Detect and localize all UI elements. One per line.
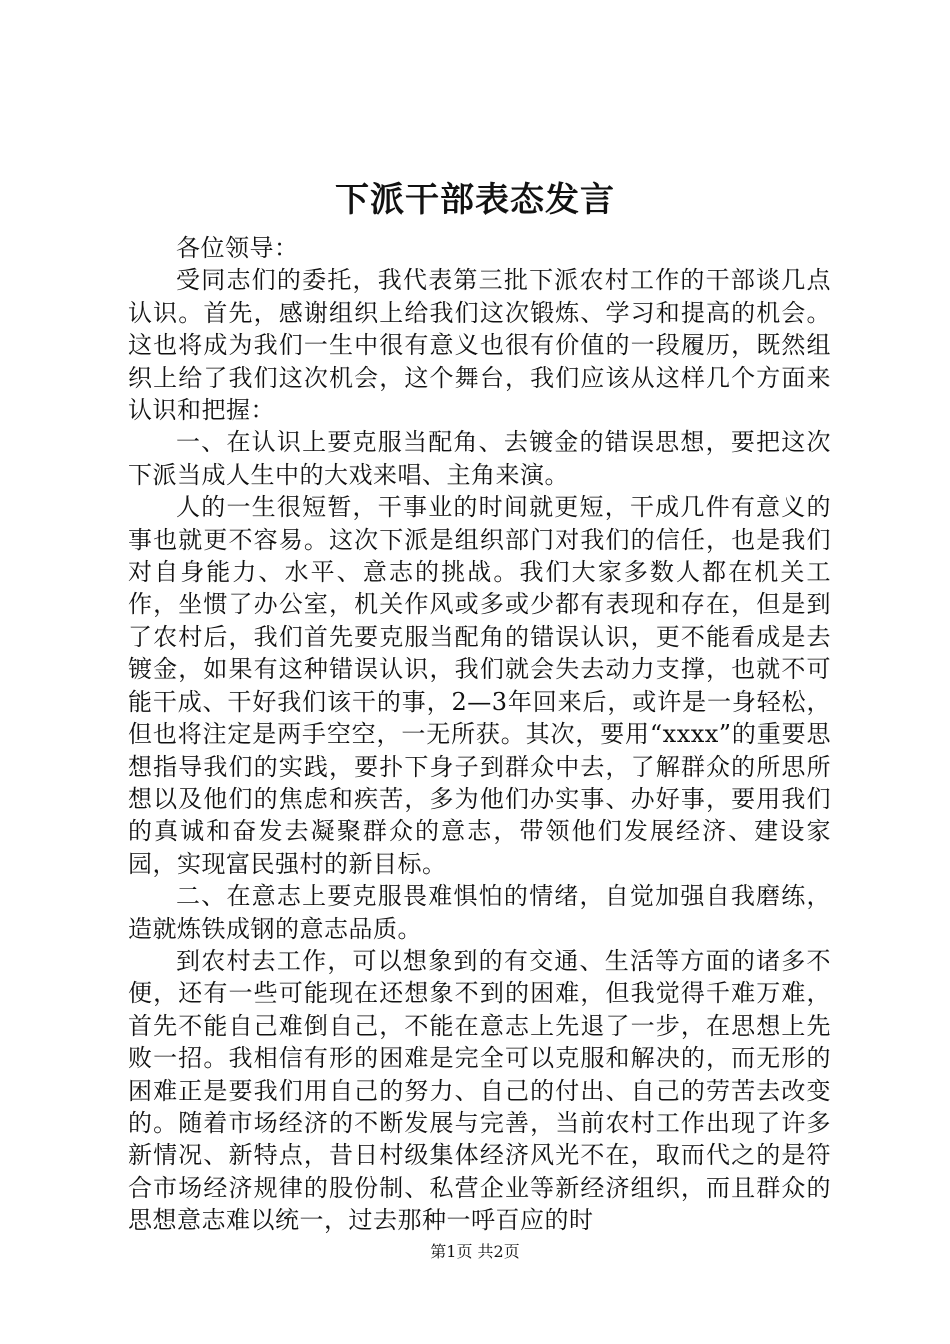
paragraph: 到农村去工作，可以想象到的有交通、生活等方面的诸多不便，还有一些可能现在还想象不到的困难，但我觉得千难万难，首先不能自己难倒自己，不能在意志上先退了一步，在思想上先败一招。我相信有形的困难是完全可以克服和解决的，而无形的困难正是要我们用自己的努力、自己的付出、自己的劳苦去改变的。随着市场经济的不断发展与完善，当前农村工作出现了许多新情况、新特点，昔日村级集体经济风光不在，取而代之的是符合市场经济规律的股份制、私营企业等新经济组织，而且群众的思想意志难以统一，过去那种一呼百应的时: [128, 946, 831, 1235]
page-number-footer: 第1页 共2页: [430, 1242, 520, 1261]
paragraph: 一、在认识上要克服当配角、去镀金的错误思想，要把这次下派当成人生中的大戏来唱、主角来演。: [128, 428, 831, 489]
paragraph: 人的一生很短暂，干事业的时间就更短，干成几件有意义的事也就更不容易。这次下派是组织部门对我们的信任，也是我们对自身能力、水平、意志的挑战。我们大家多数人都在机关工作，坐惯了办公室，机关作风或多或少都有表现和存在，但是到了农村后，我们首先要克服当配角的错误认识，更不能看成是去镀金，如果有这种错误认识，我们就会失去动力支撑，也就不可能干成、干好我们该干的事，2—3年回来后，或许是一身轻松，但也将注定是两手空空，一无所获。其次，要用“xxxx”的重要思想指导我们的实践，要扑下身子到群众中去，了解群众的所思所想以及他们的焦虑和疾苦，多为他们办实事、办好事，要用我们的真诚和奋发去凝聚群众的意志，带领他们发展经济、建设家园，实现富民强村的新目标。: [128, 493, 831, 878]
document-title: 下派干部表态发言: [335, 180, 615, 220]
paragraph: 受同志们的委托，我代表第三批下派农村工作的干部谈几点认识。首先，感谢组织上给我们这次锻炼、学习和提高的机会。这也将成为我们一生中很有意义也很有价值的一段履历，既然组织上给了我们这次机会，这个舞台，我们应该从这样几个方面来认识和把握：: [128, 266, 831, 425]
salutation: 各位领导：: [176, 234, 299, 262]
paragraph: 二、在意志上要克服畏难惧怕的情绪，自觉加强自我磨练，造就炼铁成钢的意志品质。: [128, 882, 831, 943]
document-body: [128, 232, 831, 1237]
